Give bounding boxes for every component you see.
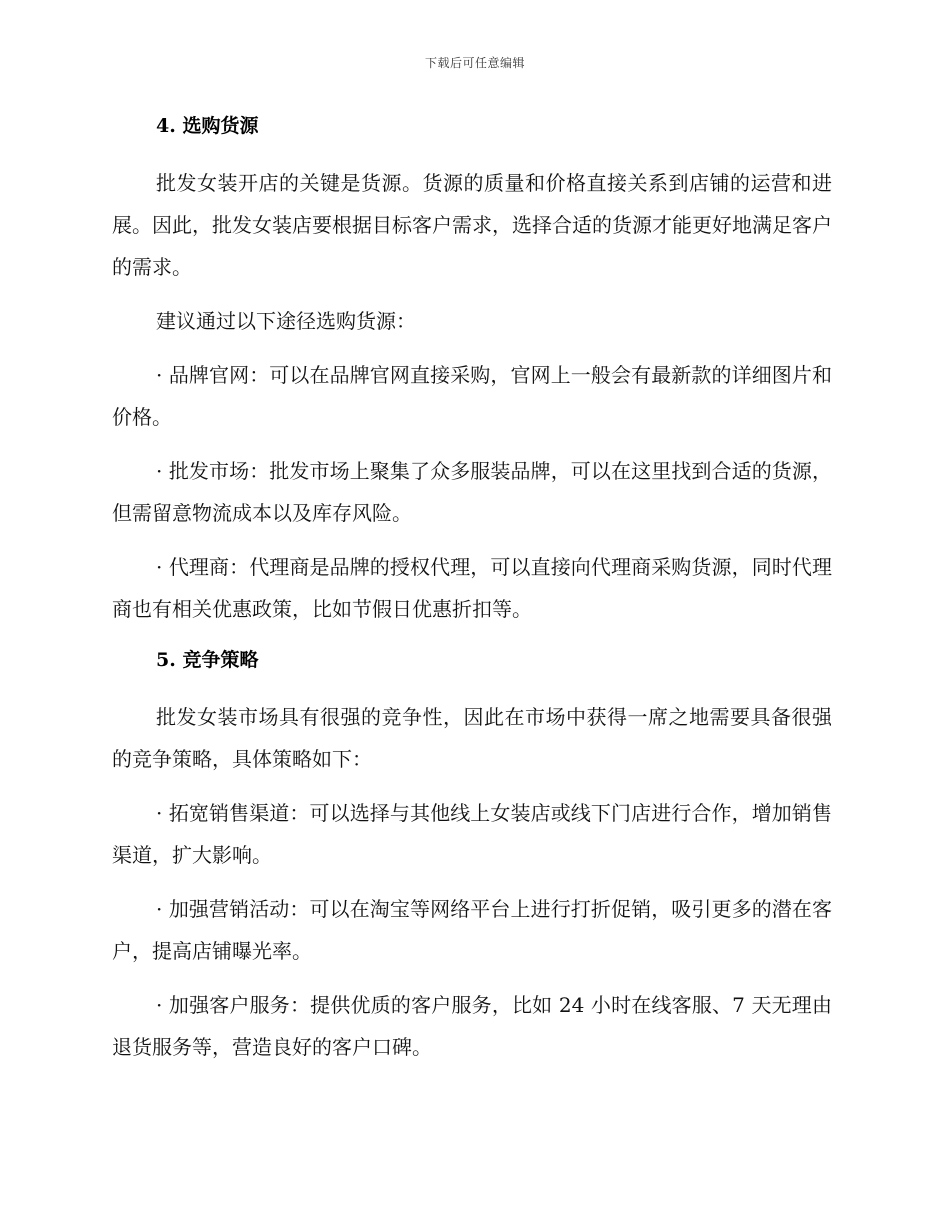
bullet-item: · 代理商：代理商是品牌的授权代理，可以直接向代理商采购货源，同时代理商也有相关优惠政策，比如节假日优惠折扣等。 bbox=[112, 555, 832, 621]
bullet-item: · 品牌官网：可以在品牌官网直接采购，官网上一般会有最新款的详细图片和价格。 bbox=[112, 363, 832, 429]
section-heading-sourcing: 4. 选购货源 bbox=[156, 115, 259, 137]
bullet-item: · 拓宽销售渠道：可以选择与其他线上女装店或线下门店进行合作，增加销售渠道，扩大影响。 bbox=[112, 801, 832, 867]
bullet-item: · 加强营销活动：可以在淘宝等网络平台上进行打折促销，吸引更多的潜在客户，提高店铺曝光率。 bbox=[112, 897, 832, 963]
paragraph: 批发女装市场具有很强的竞争性，因此在市场中获得一席之地需要具备很强的竞争策略，具体策略如下： bbox=[112, 705, 832, 771]
document-body bbox=[112, 108, 832, 1080]
paragraph: 建议通过以下途径选购货源： bbox=[156, 309, 416, 333]
paragraph: 批发女装开店的关键是货源。货源的质量和价格直接关系到店铺的运营和进展。因此，批发女装店要根据目标客户需求，选择合适的货源才能更好地满足客户的需求。 bbox=[112, 171, 832, 279]
bullet-item: · 加强客户服务：提供优质的客户服务，比如 24 小时在线客服、7 天无理由退货服务等，营造良好的客户口碑。 bbox=[112, 993, 832, 1059]
bullet-item: · 批发市场：批发市场上聚集了众多服装品牌，可以在这里找到合适的货源，但需留意物流成本以及库存风险。 bbox=[112, 459, 832, 525]
page-header: 下载后可任意编辑 bbox=[424, 56, 525, 70]
section-heading-competition: 5. 竞争策略 bbox=[156, 649, 259, 671]
